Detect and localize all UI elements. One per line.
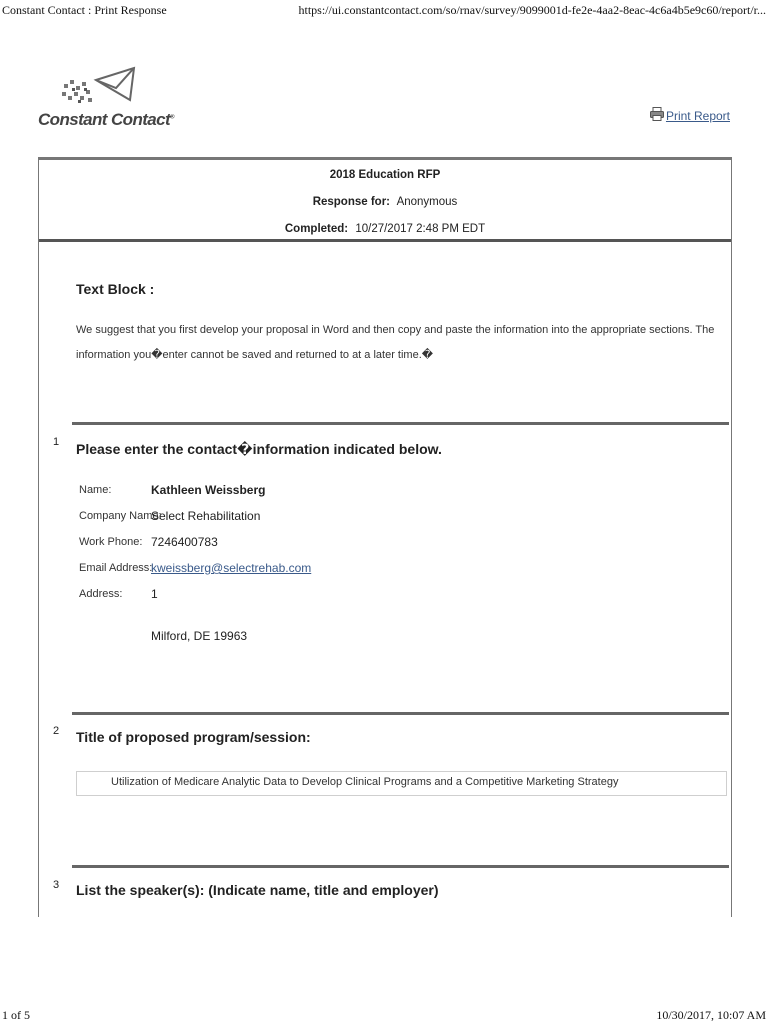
email-address-link[interactable]: kweissberg@selectrehab.com	[151, 561, 312, 575]
question-3-number: 3	[53, 879, 60, 891]
completed-label: Completed:	[284, 223, 349, 235]
name-label: Name:	[79, 484, 112, 496]
response-for-label: Response for:	[312, 196, 391, 208]
question-3-title: List the speaker(s): (Indicate name, title and employer)	[76, 882, 439, 898]
logo-wordmark: Constant Contact®	[38, 110, 174, 129]
print-report-label[interactable]: Print Report	[665, 109, 730, 123]
envelope-logo-icon	[60, 66, 138, 110]
print-report-link[interactable]	[650, 107, 730, 124]
text-block-body: We suggest that you first develop your proposal in Word and then copy and paste the information into the appropriate sections. The information you�enter cannot be saved and returned to at a later time.�	[76, 324, 715, 361]
print-datetime: 10/30/2017, 10:07 AM	[656, 1008, 766, 1022]
work-phone-value: 7246400783	[151, 535, 218, 549]
question-2-divider	[72, 712, 729, 715]
company-name-label: Company Name:	[79, 510, 162, 522]
frame-top-rule	[39, 157, 731, 160]
address-line-2: Milford, DE 19963	[151, 629, 248, 643]
response-summary	[39, 167, 731, 248]
address-label: Address:	[79, 588, 123, 600]
constant-contact-logo	[38, 66, 174, 136]
summary-divider	[39, 239, 731, 242]
question-2-title: Title of proposed program/session:	[76, 729, 311, 745]
response-report	[38, 157, 732, 917]
question-1-title: Please enter the contact�information indicated below.	[76, 441, 442, 457]
work-phone-label: Work Phone:	[79, 536, 143, 548]
address-line-1: 1	[151, 587, 158, 601]
survey-title: 2018 Education RFP	[329, 169, 441, 181]
company-name-value: Select Rehabilitation	[151, 509, 261, 523]
name-value: Kathleen Weissberg	[151, 483, 266, 497]
text-block-title: Text Block :	[76, 281, 155, 297]
question-2-answer-box	[76, 771, 727, 796]
email-address-label: Email Address:	[79, 562, 153, 574]
printer-icon	[650, 107, 664, 124]
print-page-title: Constant Contact : Print Response	[2, 3, 167, 17]
question-1-divider	[72, 422, 729, 425]
question-1-number: 1	[53, 436, 60, 448]
print-url: https://ui.constantcontact.com/so/rnav/survey/9099001d-fe2e-4aa2-8eac-4c6a4b5e9c60/report/r...	[298, 3, 766, 17]
completed-value: 10/27/2017 2:48 PM EDT	[355, 223, 486, 235]
question-2-answer: Utilization of Medicare Analytic Data to Develop Clinical Programs and a Competitive Marketing Strategy	[111, 776, 619, 788]
question-3-divider	[72, 865, 729, 868]
page-count: 1 of 5	[2, 1008, 30, 1022]
question-2-number: 2	[53, 725, 60, 737]
response-for-value: Anonymous	[396, 196, 458, 208]
